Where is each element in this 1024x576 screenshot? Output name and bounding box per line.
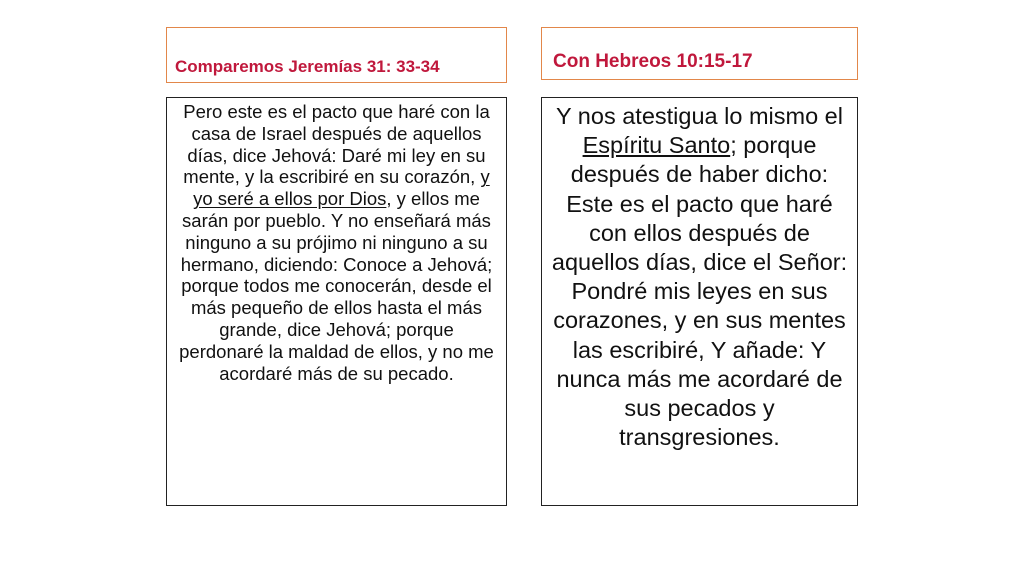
left-heading: Comparemos Jeremías 31: 33-34 [175,57,440,76]
hebreos-passage-text-2: ; porque después de haber dicho: Este es el pacto que haré con ellos después de aquellos días, dice el Señor: Pondré mis leyes en sus corazones, y en sus mentes las escribiré, Y añade: Y nunca más me acordaré de sus pecados y transgresiones. [551,132,848,451]
jeremias-passage-box [166,97,507,506]
right-heading: Con Hebreos 10:15-17 [553,51,753,72]
jeremias-passage-text-1: Pero este es el pacto que haré con la casa de Israel después de aquellos días, dice Jehová: Daré mi ley en su mente, y la escribiré en su corazón, [183,101,490,188]
jeremias-passage-text-2: , y ellos me sarán por pueblo. Y no enseñará más ninguno a su prójimo ni ninguno a su hermano, diciendo: Conoce a Jehová; porque todos me conocerán, desde el más pequeño de ellos hasta el más grande, dice Jehová; porque perdonaré la maldad de ellos, y no me acordaré más de su pecado. [179,188,494,384]
hebreos-passage-text-1: Y nos atestigua lo mismo el [556,103,843,129]
left-heading-box [166,27,507,83]
jeremias-underlined-phrase: y yo seré a ellos por Dios [193,166,490,210]
hebreos-underlined-phrase: Espíritu Santo [582,132,731,159]
right-heading-box [541,27,858,80]
hebreos-passage-box [541,97,858,506]
